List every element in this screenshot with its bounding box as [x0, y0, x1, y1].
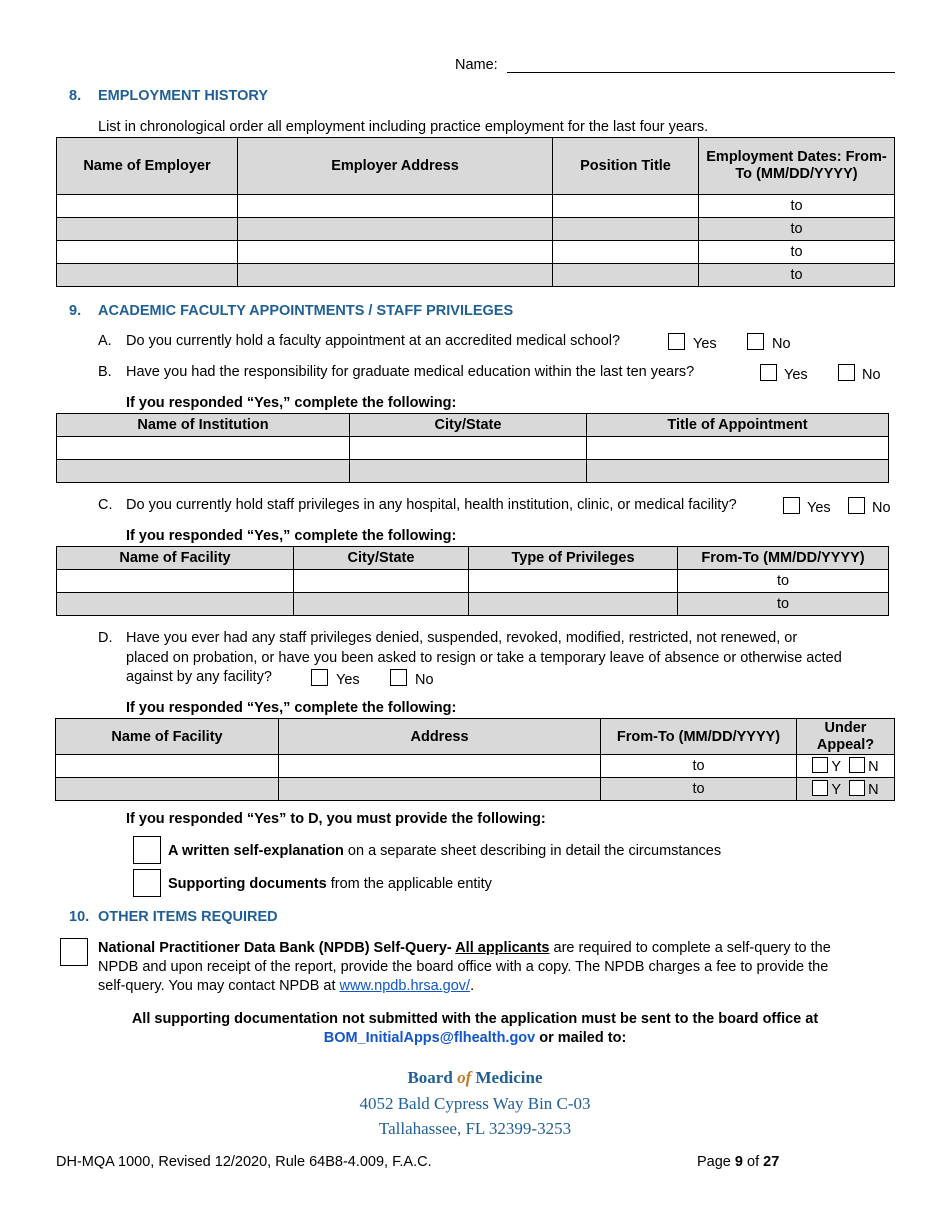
position-title-cell[interactable]: [553, 195, 699, 218]
question-a-letter: A.: [98, 333, 112, 349]
table-row: [56, 755, 895, 778]
col-name-of-facility: Name of Facility: [57, 547, 294, 570]
appeal-cell: Y N: [797, 778, 895, 801]
question-d-line3: against by any facility?: [126, 669, 272, 685]
table-row: [56, 778, 895, 801]
question-b-no[interactable]: No: [838, 364, 881, 383]
city-state-cell[interactable]: [350, 437, 587, 460]
supporting-doc-note-line2: BOM_InitialApps@flhealth.gov or mailed to:: [323, 1030, 627, 1046]
section-8-title: EMPLOYMENT HISTORY: [98, 88, 268, 104]
question-d-no[interactable]: No: [390, 669, 434, 688]
appeal-no-checkbox[interactable]: [849, 780, 865, 796]
employer-address-cell[interactable]: [238, 241, 553, 264]
dates-cell[interactable]: to: [601, 778, 797, 801]
employer-address-cell[interactable]: [238, 218, 553, 241]
name-input-line[interactable]: [507, 72, 895, 73]
npdb-line3: self-query. You may contact NPDB at www.npdb.hrsa.gov/.: [98, 978, 475, 994]
col-name-of-institution: Name of Institution: [57, 414, 350, 437]
section-9-number: 9.: [69, 303, 82, 319]
employer-name-cell[interactable]: [57, 264, 238, 287]
self-explanation-text: A written self-explanation on a separate sheet describing in detail the circumstances: [168, 843, 722, 859]
supporting-documents-text: Supporting documents from the applicable entity: [168, 876, 492, 892]
col-title-of-appointment: Title of Appointment: [587, 414, 889, 437]
if-yes-d-requirements: If you responded “Yes” to D, you must provide the following:: [126, 811, 546, 827]
city-state-cell[interactable]: [294, 593, 469, 616]
table-row: [57, 264, 895, 287]
dates-cell[interactable]: to: [699, 195, 895, 218]
dates-cell[interactable]: to: [699, 264, 895, 287]
privileges-cell[interactable]: [469, 593, 678, 616]
checkbox[interactable]: [311, 669, 328, 686]
table-row: [57, 460, 889, 483]
col-address: Address: [279, 719, 601, 755]
question-d-letter: D.: [98, 630, 113, 646]
col-city-state: City/State: [294, 547, 469, 570]
employer-address-cell[interactable]: [238, 195, 553, 218]
checkbox[interactable]: [668, 333, 685, 350]
question-a-text: Do you currently hold a faculty appointment at an accredited medical school?: [126, 333, 621, 349]
if-yes-ab: If you responded “Yes,” complete the following:: [126, 395, 457, 411]
question-d-line2: placed on probation, or have you been asked to resign or take a temporary leave of absence or otherwise acted: [126, 650, 842, 666]
question-c-letter: C.: [98, 497, 113, 513]
if-yes-d: If you responded “Yes,” complete the following:: [126, 700, 457, 716]
dates-cell[interactable]: to: [699, 241, 895, 264]
section-10-number: 10.: [69, 909, 90, 925]
page-number: Page 9 of 27: [697, 1154, 780, 1170]
appeal-yes-checkbox[interactable]: [812, 757, 828, 773]
checkbox[interactable]: [760, 364, 777, 381]
facility-cell[interactable]: [56, 755, 279, 778]
table-row: [57, 218, 895, 241]
privileges-cell[interactable]: [469, 570, 678, 593]
col-city-state: City/State: [350, 414, 587, 437]
facility-cell[interactable]: [57, 593, 294, 616]
appeal-no-checkbox[interactable]: [849, 757, 865, 773]
question-c-no[interactable]: No: [848, 497, 891, 516]
table-row: [57, 437, 889, 460]
npdb-line2: NPDB and upon receipt of the report, provide the board office with a copy. The NPDB charges a fee to provide the: [98, 959, 829, 975]
npdb-line1: National Practitioner Data Bank (NPDB) Self-Query- All applicants are required to complete a self-query to the: [98, 940, 831, 956]
col-employment-dates: Employment Dates: From-To (MM/DD/YYYY): [699, 138, 895, 195]
col-type-of-privileges: Type of Privileges: [469, 547, 678, 570]
table-row: [57, 593, 889, 616]
facility-cell[interactable]: [56, 778, 279, 801]
col-name-of-facility: Name of Facility: [56, 719, 279, 755]
question-d-yes[interactable]: Yes: [311, 669, 360, 688]
question-d-line1: Have you ever had any staff privileges denied, suspended, revoked, modified, restricted, not renewed, or: [126, 630, 798, 646]
dates-cell[interactable]: to: [678, 570, 889, 593]
col-from-to: From-To (MM/DD/YYYY): [601, 719, 797, 755]
city-state-cell[interactable]: [350, 460, 587, 483]
title-cell[interactable]: [587, 460, 889, 483]
title-cell[interactable]: [587, 437, 889, 460]
faculty-table: [56, 413, 889, 483]
board-city: Tallahassee, FL 32399-3253: [378, 1119, 572, 1138]
question-b-letter: B.: [98, 364, 112, 380]
table-row: [57, 195, 895, 218]
question-b-text: Have you had the responsibility for graduate medical education within the last ten years?: [126, 364, 695, 380]
position-title-cell[interactable]: [553, 218, 699, 241]
col-employer-address: Employer Address: [238, 138, 553, 195]
npdb-checkbox[interactable]: [60, 938, 88, 966]
checkbox[interactable]: [848, 497, 865, 514]
employer-name-cell[interactable]: [57, 241, 238, 264]
facility-cell[interactable]: [57, 570, 294, 593]
address-cell[interactable]: [279, 755, 601, 778]
city-state-cell[interactable]: [294, 570, 469, 593]
dates-cell[interactable]: to: [601, 755, 797, 778]
appeal-yes-checkbox[interactable]: [812, 780, 828, 796]
section-10-title: OTHER ITEMS REQUIRED: [98, 909, 278, 925]
question-a-yes[interactable]: Yes: [668, 333, 717, 352]
board-name: Board of Medicine: [407, 1068, 543, 1087]
institution-cell[interactable]: [57, 437, 350, 460]
employment-table: [56, 137, 895, 287]
section-8-number: 8.: [69, 88, 82, 104]
col-position-title: Position Title: [553, 138, 699, 195]
employer-name-cell[interactable]: [57, 195, 238, 218]
col-name-of-employer: Name of Employer: [57, 138, 238, 195]
dates-cell[interactable]: to: [678, 593, 889, 616]
privileges-table: [56, 546, 889, 616]
name-label: Name:: [455, 57, 498, 73]
institution-cell[interactable]: [57, 460, 350, 483]
dates-cell[interactable]: to: [699, 218, 895, 241]
checkbox[interactable]: [838, 364, 855, 381]
question-c-text: Do you currently hold staff privileges in any hospital, health institution, clinic, or medical facility?: [126, 497, 737, 513]
board-street: 4052 Bald Cypress Way Bin C-03: [359, 1094, 591, 1113]
position-title-cell[interactable]: [553, 241, 699, 264]
col-from-to: From-To (MM/DD/YYYY): [678, 547, 889, 570]
checkbox[interactable]: [390, 669, 407, 686]
npdb-link[interactable]: www.npdb.hrsa.gov/: [339, 978, 471, 994]
col-under-appeal: Under Appeal?: [797, 719, 895, 755]
board-email[interactable]: BOM_InitialApps@flhealth.gov: [323, 1030, 536, 1046]
section-8-instruction: List in chronological order all employment including practice employment for the last four years.: [98, 119, 709, 135]
table-row: [57, 570, 889, 593]
supporting-doc-note: All supporting documentation not submitted with the application must be sent to the board office at: [131, 1011, 819, 1027]
appeal-cell: Y N: [797, 755, 895, 778]
section-9-title: ACADEMIC FACULTY APPOINTMENTS / STAFF PRIVILEGES: [98, 303, 514, 319]
employer-address-cell[interactable]: [238, 264, 553, 287]
address-cell[interactable]: [279, 778, 601, 801]
self-explanation-checkbox[interactable]: [133, 836, 161, 864]
checkbox[interactable]: [747, 333, 764, 350]
question-c-yes[interactable]: Yes: [783, 497, 831, 516]
question-a-no[interactable]: No: [747, 333, 791, 352]
if-yes-c: If you responded “Yes,” complete the following:: [126, 528, 457, 544]
checkbox[interactable]: [783, 497, 800, 514]
employer-name-cell[interactable]: [57, 218, 238, 241]
question-b-yes[interactable]: Yes: [760, 364, 808, 383]
supporting-documents-checkbox[interactable]: [133, 869, 161, 897]
privileges-action-table: [55, 718, 895, 801]
table-row: [57, 241, 895, 264]
position-title-cell[interactable]: [553, 264, 699, 287]
form-identifier: DH-MQA 1000, Revised 12/2020, Rule 64B8-4.009, F.A.C.: [56, 1154, 432, 1170]
